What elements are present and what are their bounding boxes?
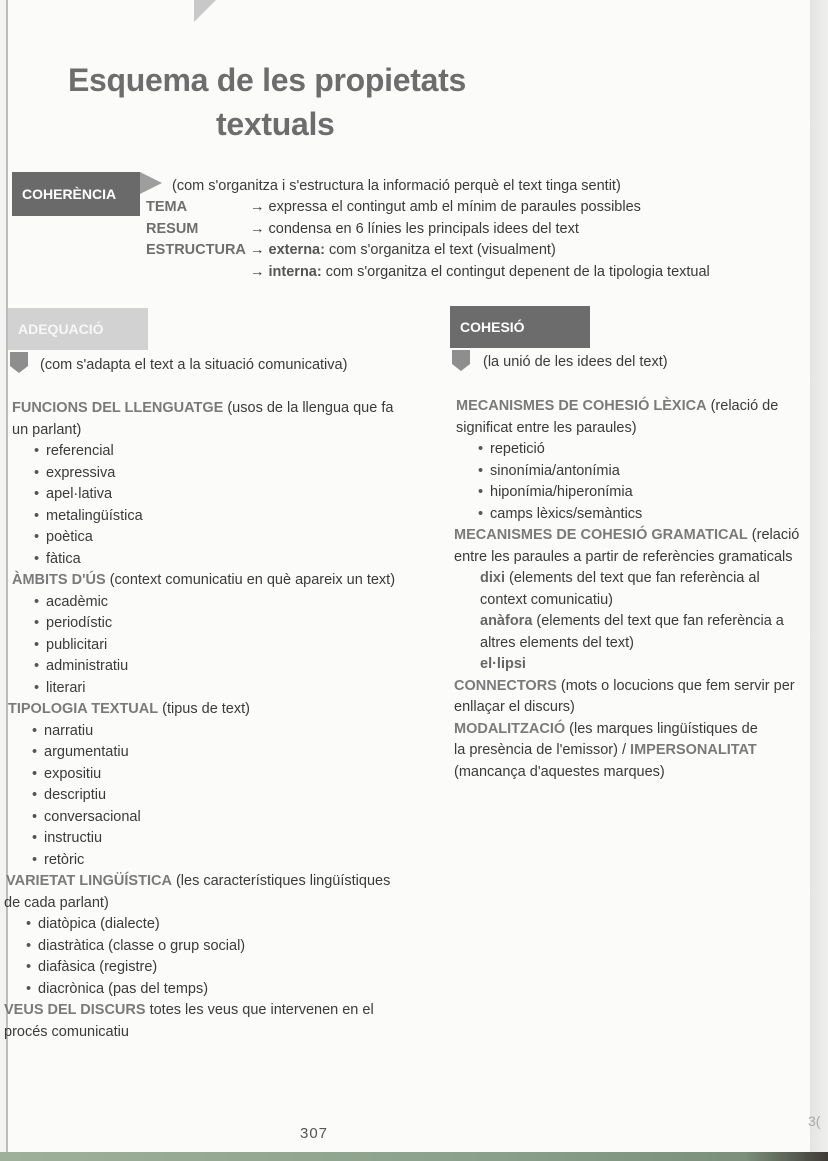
coherencia-label: COHERÈNCIA: [12, 172, 140, 216]
tab-marker-icon: [10, 352, 28, 366]
section-heading-varietat: [6, 871, 390, 893]
list-item: • camps lèxics/semàntics: [478, 504, 801, 526]
heading-note-cont: significat entre les paraules): [456, 419, 637, 436]
coherencia-description: (com s'organitza i s'estructura la informació perquè el text tinga sentit): [172, 178, 621, 194]
next-page-number: 3(: [808, 1113, 821, 1129]
heading-note-cont: un parlant): [12, 421, 82, 438]
heading-note: (tipus de text): [158, 701, 250, 717]
heading-term-impersonalitat: IMPERSONALITAT: [630, 742, 757, 758]
cohesio-label: COHESIÓ: [450, 306, 590, 348]
heading-term: MECANISMES DE COHESIÓ LÈXICA: [456, 398, 707, 414]
bold-term: externa:: [268, 242, 325, 258]
list-item: • retòric: [32, 850, 396, 872]
list-item: • conversacional: [32, 807, 396, 829]
desk-background: [0, 1152, 828, 1161]
corner-triangle-mark: [194, 0, 216, 22]
tab-marker-icon: [452, 350, 470, 364]
tipologia-list: [32, 721, 396, 872]
heading-note-cont: procés comunicatiu: [4, 1023, 129, 1040]
heading-note: (relació de: [706, 398, 779, 414]
modalitzacio-line-2: [454, 740, 799, 762]
list-item: • hiponímia/hiperonímia: [478, 482, 801, 504]
list-item: • acadèmic: [34, 592, 396, 614]
list-item: • argumentatiu: [32, 742, 396, 764]
row-key: [146, 262, 250, 284]
funcions-list: [34, 441, 396, 570]
list-item-ellipsi: [480, 654, 801, 676]
list-item: • expressiva: [34, 463, 396, 485]
list-item: • poètica: [34, 527, 396, 549]
section-heading-ambits: [12, 570, 396, 592]
row-value: [250, 240, 556, 262]
term-note: (elements del text que fan referència al: [504, 570, 760, 586]
list-item: • diastràtica (classe o grup social): [26, 936, 396, 958]
section-heading-connectors: [454, 676, 799, 698]
section-heading-lexica: [456, 396, 801, 418]
list-item: • sinonímia/antonímia: [478, 461, 801, 483]
coherencia-row-interna: [146, 262, 710, 284]
list-item: • expositiu: [32, 764, 396, 786]
term: el·lipsi: [480, 656, 526, 672]
coherencia-row-resum: [146, 219, 710, 241]
heading-note: (context comunicatiu en què apareix un text): [105, 572, 396, 588]
heading-note-cont: la presència de l'emissor) /: [454, 742, 631, 758]
gramatical-list: [480, 568, 801, 676]
title-line-1: Esquema de les propietats: [68, 62, 466, 98]
heading-term: VARIETAT LINGÜÍSTICA: [6, 873, 172, 889]
heading-term: TIPOLOGIA TEXTUAL: [8, 701, 159, 717]
coherencia-row-estructura: [146, 240, 710, 262]
list-item: • diatòpica (dialecte): [26, 914, 396, 936]
list-item: • diafàsica (registre): [26, 957, 396, 979]
list-item: • metalingüística: [34, 506, 396, 528]
row-text: condensa en 6 línies les principals idees del text: [268, 220, 579, 237]
list-item: • apel·lativa: [34, 484, 396, 506]
term-note: (elements del text que fan referència a: [532, 613, 784, 629]
ambits-list: [34, 592, 396, 700]
heading-note-cont: enllaçar el discurs): [454, 699, 575, 715]
row-key: RESUM: [146, 220, 199, 237]
coherencia-row-tema: [146, 197, 710, 219]
list-item: • referencial: [34, 441, 396, 463]
list-item: • fàtica: [34, 549, 396, 571]
row-value: [250, 197, 641, 219]
heading-term: MODALITZACIÓ: [454, 720, 566, 737]
heading-term: CONNECTORS: [454, 677, 557, 694]
row-key: TEMA: [146, 199, 188, 215]
term: anàfora: [480, 613, 533, 629]
list-item-anafora: [480, 611, 801, 633]
section-heading-tipologia: [8, 699, 392, 721]
arrow-icon: →: [250, 220, 265, 237]
section-heading-veus: [4, 1000, 388, 1022]
section-heading-gramatical: [454, 525, 799, 547]
list-item: • repetició: [478, 439, 801, 461]
heading-note: totes les veus que intervenen en el: [145, 1002, 374, 1018]
list-item-dixi: [480, 568, 801, 590]
adequacio-label: ADEQUACIÓ: [8, 308, 148, 350]
row-text: com s'organitza el text (visualment): [324, 242, 556, 258]
section-heading-funcions: [12, 398, 396, 420]
heading-term: FUNCIONS DEL LLENGUATGE: [12, 400, 224, 416]
list-item: • descriptiu: [32, 785, 396, 807]
arrow-icon: →: [250, 242, 265, 258]
next-page-edge: [810, 0, 828, 1161]
list-item: • diacrònica (pas del temps): [26, 979, 396, 1001]
list-item: • instructiu: [32, 828, 396, 850]
coherencia-table: [146, 197, 710, 283]
varietat-list: [26, 914, 396, 1000]
bold-term: interna:: [268, 263, 322, 280]
cohesio-content: [456, 396, 801, 783]
adequacio-content: [4, 398, 396, 1043]
list-item: • administratiu: [34, 656, 396, 678]
page-title: [68, 58, 508, 146]
heading-note: (relació: [747, 527, 800, 543]
heading-note: (les característiques lingüístiques: [171, 873, 391, 889]
title-line-2: textuals: [216, 106, 335, 142]
list-item: • periodístic: [34, 613, 396, 635]
row-value: [250, 219, 579, 241]
arrow-icon: →: [250, 199, 265, 215]
cohesio-description: (la unió de les idees del text): [483, 354, 668, 370]
row-key: ESTRUCTURA: [146, 242, 246, 258]
section-heading-modalitzacio: [454, 719, 799, 741]
heading-note: (les marques lingüístiques de: [565, 720, 758, 737]
heading-note: (usos de la llengua que fa: [223, 400, 394, 416]
heading-term: ÀMBITS D'ÚS: [12, 572, 106, 588]
adequacio-description: (com s'adapta el text a la situació comunicativa): [40, 357, 348, 373]
row-value: [250, 262, 710, 284]
arrow-icon: →: [250, 263, 265, 280]
row-text: com s'organitza el contingut depenent de la tipologia textual: [321, 263, 710, 280]
heading-note-cont: entre les paraules a partir de referències gramaticals: [454, 548, 793, 565]
page-number: 307: [300, 1125, 329, 1142]
heading-term: MECANISMES DE COHESIÓ GRAMATICAL: [454, 527, 748, 543]
term-note-cont: altres elements del text): [480, 634, 634, 651]
list-item: • publicitari: [34, 635, 396, 657]
term: dixi: [480, 570, 505, 586]
list-item: • literari: [34, 678, 396, 700]
heading-note-cont: (mancança d'aquestes marques): [454, 763, 665, 780]
term-note-cont: context comunicatiu): [480, 591, 613, 608]
arrow-right-icon: [140, 172, 162, 194]
heading-note-cont: de cada parlant): [4, 894, 109, 911]
list-item: • narratiu: [32, 721, 396, 743]
row-text: expressa el contingut amb el mínim de paraules possibles: [268, 199, 641, 215]
heading-note: (mots o locucions que fem servir per: [556, 677, 795, 694]
lexica-list: [478, 439, 801, 525]
heading-term: VEUS DEL DISCURS: [4, 1002, 146, 1018]
